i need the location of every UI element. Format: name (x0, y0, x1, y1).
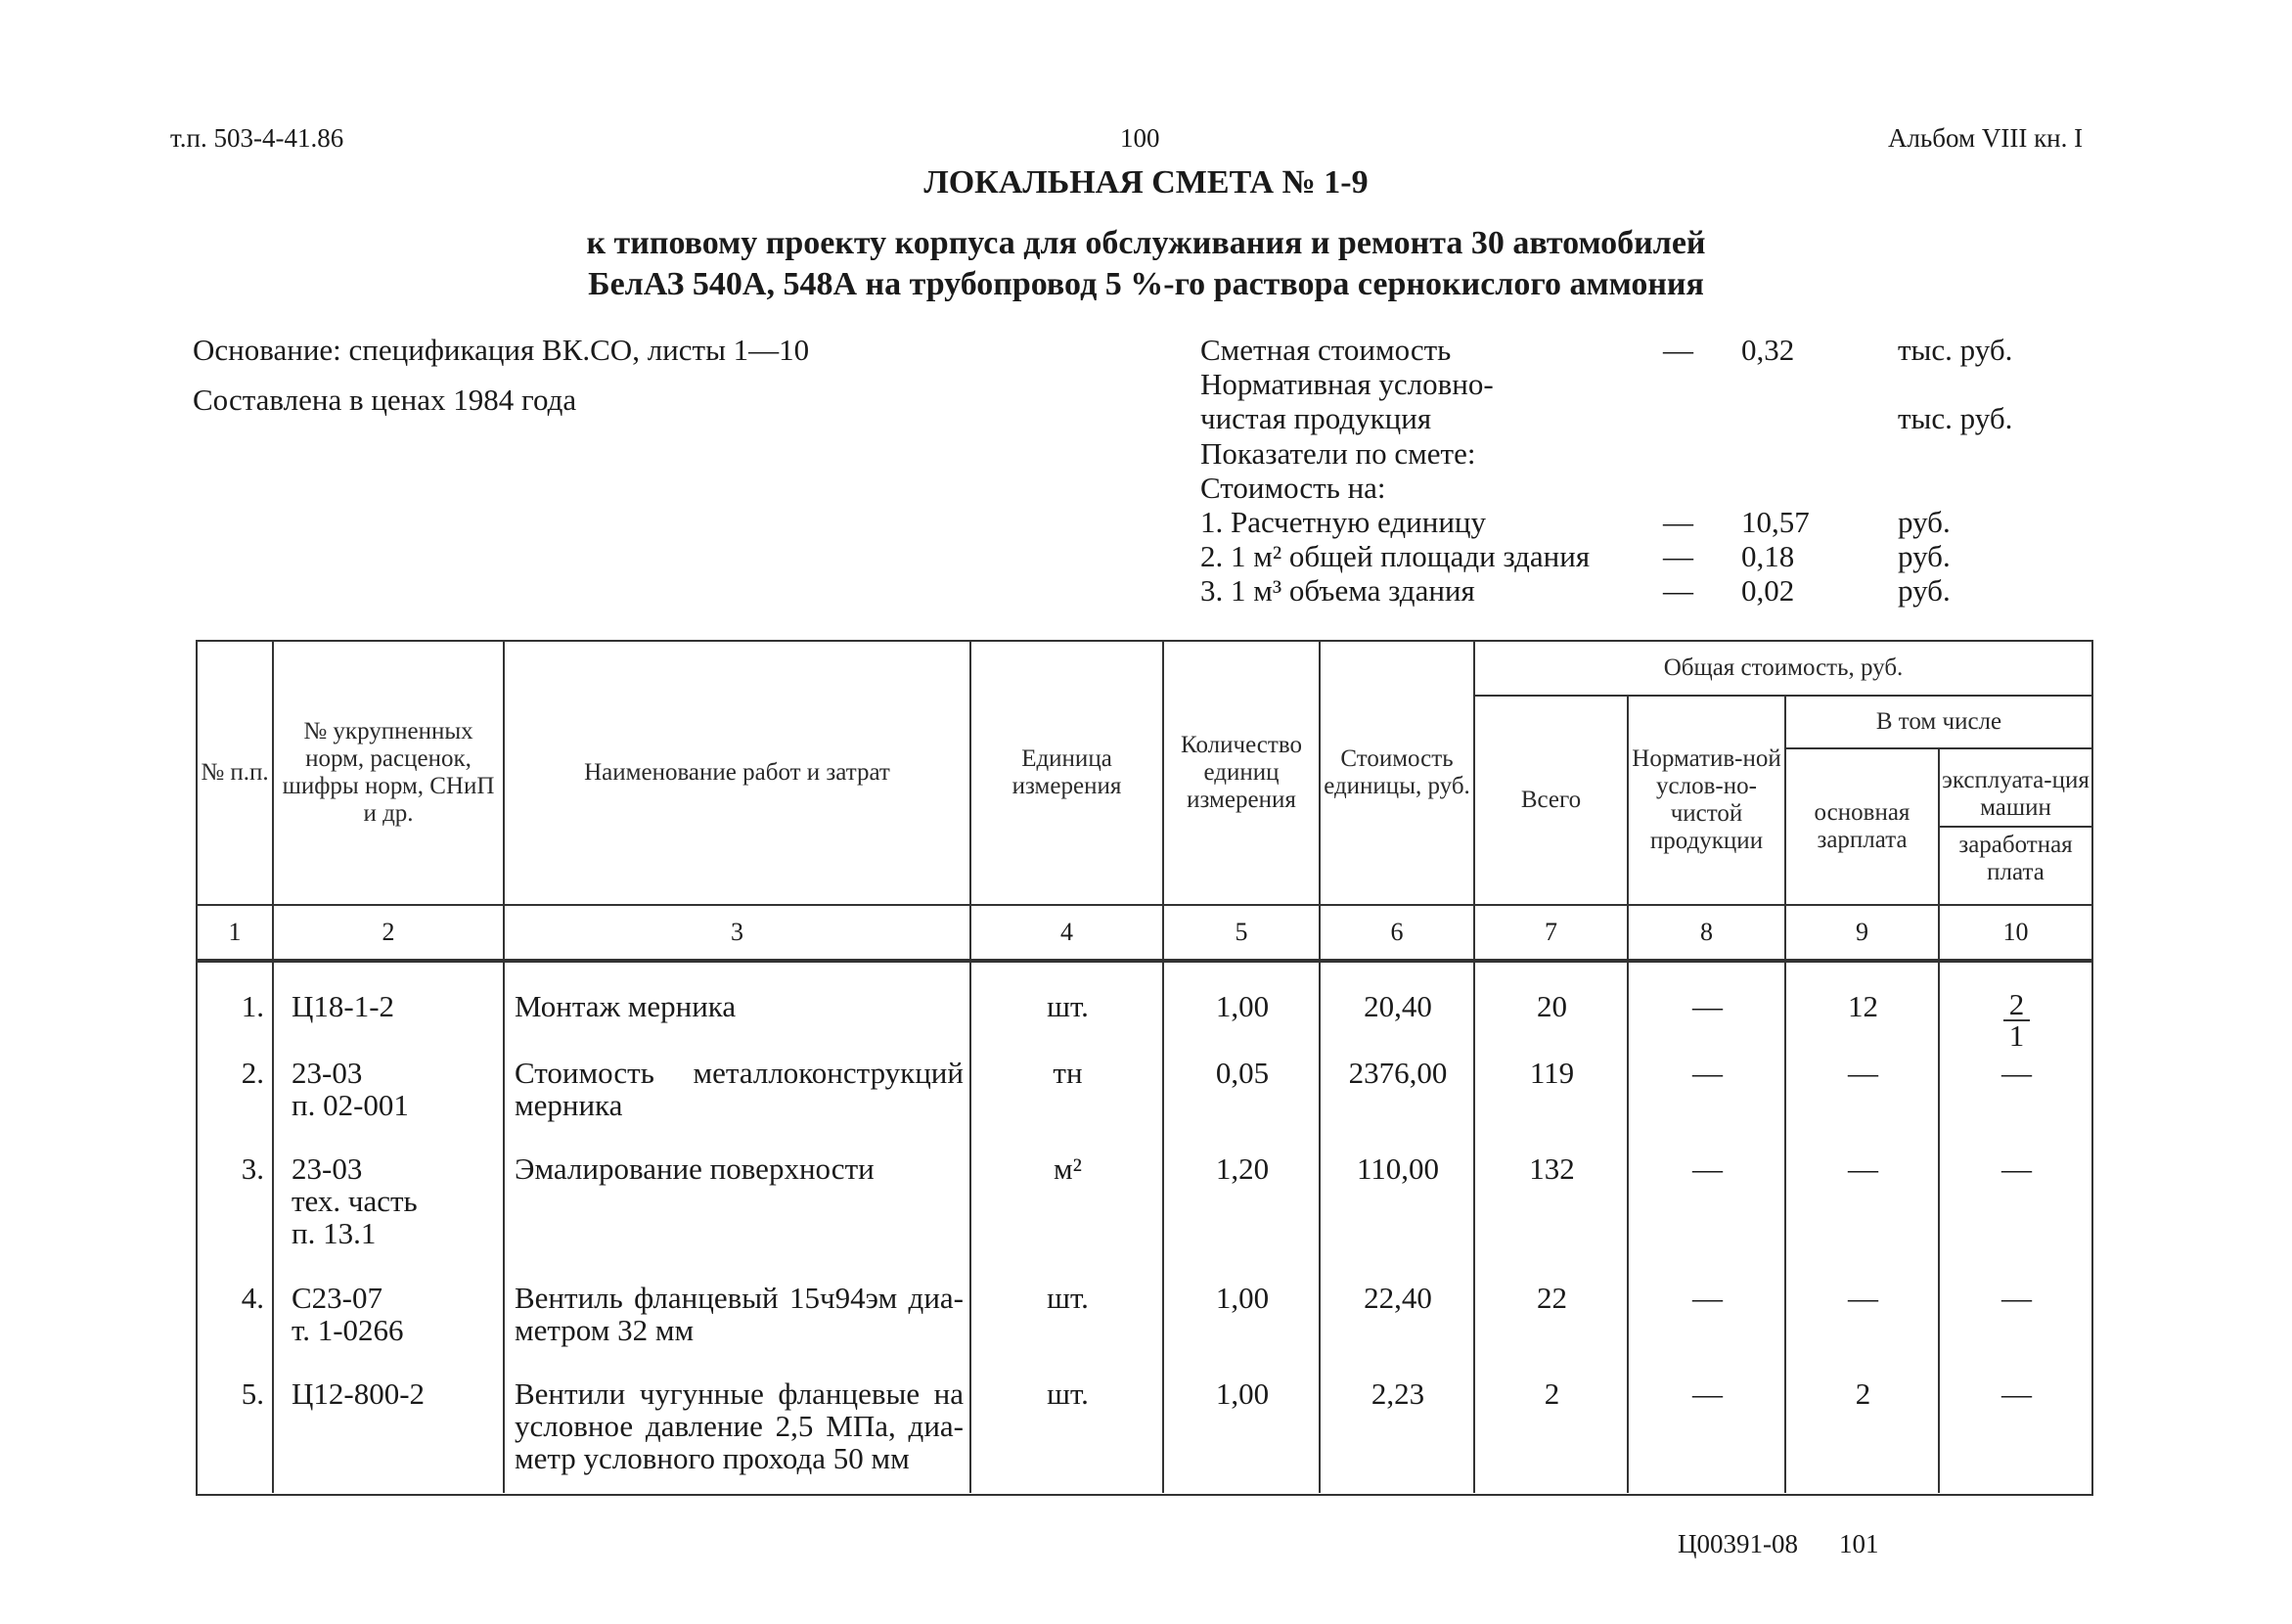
summary-cost-unit: тыс. руб. (1898, 333, 2013, 367)
col-number: 9 (1785, 905, 1939, 961)
col-number: 10 (1939, 905, 2092, 961)
row-number: 4. (241, 1281, 264, 1315)
header-col-base-wage: основная зарплата (1785, 748, 1939, 905)
summary-cost-value: 0,32 (1741, 333, 1795, 367)
header-subgroup-including: В том числе (1785, 696, 2092, 748)
header-col-total: Всего (1474, 696, 1628, 905)
page-number: 100 (1120, 123, 1160, 153)
row-unit-cost: 2376,00 (1348, 1056, 1448, 1090)
header-col-quantity: Количество единиц измерения (1163, 641, 1320, 905)
row-norm-code: Ц12-800-2 (292, 1376, 426, 1411)
row-unit: шт. (1047, 989, 1089, 1023)
row-base-wage: 12 (1848, 989, 1878, 1023)
row-work-name: Стоимость металлоконструкций мерника (515, 1056, 964, 1122)
row-unit: тн (1053, 1056, 1083, 1090)
row-work-name: Вентили чугунные фланцевые на условное давление 2,5 МПа, диа-метр условного прохода 50 мм (515, 1376, 964, 1475)
row-machines-fraction (2003, 987, 2031, 1053)
summary-cost-label: Сметная стоимость (1200, 333, 1452, 367)
document-title: ЛОКАЛЬНАЯ СМЕТА № 1-9 (923, 164, 1369, 201)
header-col-machines (1939, 748, 2092, 905)
col-number: 3 (504, 905, 970, 961)
row-machines: — (2001, 1151, 2032, 1186)
row-base-wage: — (1848, 1151, 1878, 1186)
row-number: 1. (241, 989, 264, 1023)
row-machines (1940, 987, 2093, 1053)
document-subtitle-line1: к типовому проекту корпуса для обслуживания и ремонта 30 автомобилей (586, 225, 1706, 261)
document-subtitle-line2: БелАЗ 540А, 548А на трубопровод 5 %-го раствора сернокислого аммония (588, 266, 1704, 302)
summary-norm-label2: чистая продукция (1200, 401, 1432, 435)
row-unit-cost: 110,00 (1356, 1151, 1440, 1186)
header-left: т.п. 503-4-41.86 (170, 123, 344, 153)
header-col-number: № п.п. (197, 641, 273, 905)
summary-norm-unit: тыс. руб. (1898, 401, 2013, 435)
row-norm-code: С23-07 т. 1-0266 (292, 1281, 404, 1347)
summary-dash: — (1663, 573, 1693, 608)
summary-item3-unit: руб. (1898, 573, 1951, 608)
row-total: 2 (1544, 1376, 1560, 1411)
column-divider (272, 959, 274, 1493)
row-unit: шт. (1047, 1376, 1089, 1411)
row-quantity: 1,00 (1215, 989, 1270, 1023)
basis-spec: Основание: спецификация ВК.СО, листы 1—10 (193, 333, 810, 367)
row-quantity: 1,00 (1215, 1376, 1270, 1411)
row-quantity: 1,20 (1215, 1151, 1270, 1186)
summary-item3-label: 3. 1 м³ объема здания (1200, 573, 1475, 608)
row-norm-code: 23-03 тех. часть п. 13.1 (292, 1151, 418, 1250)
column-numbers-row (197, 905, 2092, 961)
column-divider (1938, 959, 1940, 1493)
summary-item2-unit: руб. (1898, 539, 1951, 573)
col-number: 8 (1628, 905, 1785, 961)
col-number: 5 (1163, 905, 1320, 961)
row-machines-operation: 2 (2003, 990, 2031, 1021)
col-number: 4 (970, 905, 1163, 961)
summary-dash: — (1663, 505, 1693, 539)
header-col-unit-cost: Стоимость единицы, руб. (1320, 641, 1474, 905)
row-total: 22 (1537, 1281, 1567, 1315)
header-col-unit: Единица измерения (970, 641, 1163, 905)
col-number: 6 (1320, 905, 1474, 961)
summary-dash: — (1663, 333, 1693, 367)
row-machines-wage: 1 (2008, 1018, 2025, 1053)
column-divider (1162, 959, 1164, 1493)
summary-item2-label: 2. 1 м² общей площади здания (1200, 539, 1591, 573)
row-quantity: 1,00 (1215, 1281, 1270, 1315)
header-col-machines-operation: эксплуата-ция машин (1942, 767, 2090, 821)
column-divider (1319, 959, 1321, 1493)
basis-prices: Составлена в ценах 1984 года (193, 383, 577, 417)
row-unit: м² (1054, 1151, 1082, 1186)
row-machines: — (2001, 1056, 2032, 1090)
row-normative: — (1692, 1376, 1723, 1411)
header-col-machines-wage: заработная плата (1940, 826, 2091, 886)
row-work-name: Монтаж мерника (515, 989, 737, 1023)
column-divider (1627, 959, 1629, 1493)
footer-page: 101 (1839, 1529, 1879, 1558)
table-body (197, 961, 2092, 1495)
row-total: 119 (1529, 1056, 1575, 1090)
row-machines: — (2001, 1376, 2032, 1411)
summary-cost-on: Стоимость на: (1200, 471, 1386, 505)
header-col-norm-code: № укрупненных норм, расценок, шифры норм, СНиП и др. (273, 641, 504, 905)
row-number: 2. (241, 1056, 264, 1090)
row-unit-cost: 20,40 (1364, 989, 1432, 1023)
row-base-wage: 2 (1855, 1376, 1871, 1411)
row-number: 5. (241, 1376, 264, 1411)
column-divider (1784, 959, 1786, 1493)
row-unit-cost: 2,23 (1371, 1376, 1425, 1411)
row-norm-code: 23-03 п. 02-001 (292, 1056, 409, 1122)
column-divider (503, 959, 505, 1493)
summary-dash: — (1663, 539, 1693, 573)
summary-indicators: Показатели по смете: (1200, 436, 1476, 471)
summary-item2-value: 0,18 (1741, 539, 1795, 573)
col-number: 7 (1474, 905, 1628, 961)
row-unit-cost: 22,40 (1364, 1281, 1432, 1315)
row-unit: шт. (1047, 1281, 1089, 1315)
header-col-normative: Норматив-ной услов-но-чистой продукции (1628, 696, 1785, 905)
footer-code: Ц00391-08 (1678, 1529, 1798, 1558)
row-total: 132 (1529, 1151, 1575, 1186)
summary-item1-unit: руб. (1898, 505, 1951, 539)
row-normative: — (1692, 1281, 1723, 1315)
estimate-table (196, 640, 2093, 1496)
row-normative: — (1692, 1056, 1723, 1090)
column-divider (1473, 959, 1475, 1493)
row-normative: — (1692, 989, 1723, 1023)
row-machines: — (2001, 1281, 2032, 1315)
header-col-work-name: Наименование работ и затрат (504, 641, 970, 905)
table-rows (198, 963, 2091, 1491)
row-base-wage: — (1848, 1281, 1878, 1315)
col-number: 2 (273, 905, 504, 961)
row-work-name: Эмалирование поверхности (515, 1151, 875, 1186)
header-right: Альбом VIII кн. I (1888, 123, 2084, 153)
row-work-name: Вентиль фланцевый 15ч94эм диа-метром 32 мм (515, 1281, 964, 1347)
row-number: 3. (241, 1151, 264, 1186)
header-group-total-cost: Общая стоимость, руб. (1474, 641, 2092, 696)
row-base-wage: — (1848, 1056, 1878, 1090)
summary-norm-label1: Нормативная условно- (1200, 367, 1494, 401)
summary-item3-value: 0,02 (1741, 573, 1795, 608)
row-norm-code: Ц18-1-2 (292, 989, 395, 1023)
col-number: 1 (197, 905, 273, 961)
summary-item1-value: 10,57 (1741, 505, 1810, 539)
row-quantity: 0,05 (1215, 1056, 1270, 1090)
row-normative: — (1692, 1151, 1723, 1186)
column-divider (969, 959, 971, 1493)
row-total: 20 (1537, 989, 1567, 1023)
summary-item1-label: 1. Расчетную единицу (1200, 505, 1487, 539)
